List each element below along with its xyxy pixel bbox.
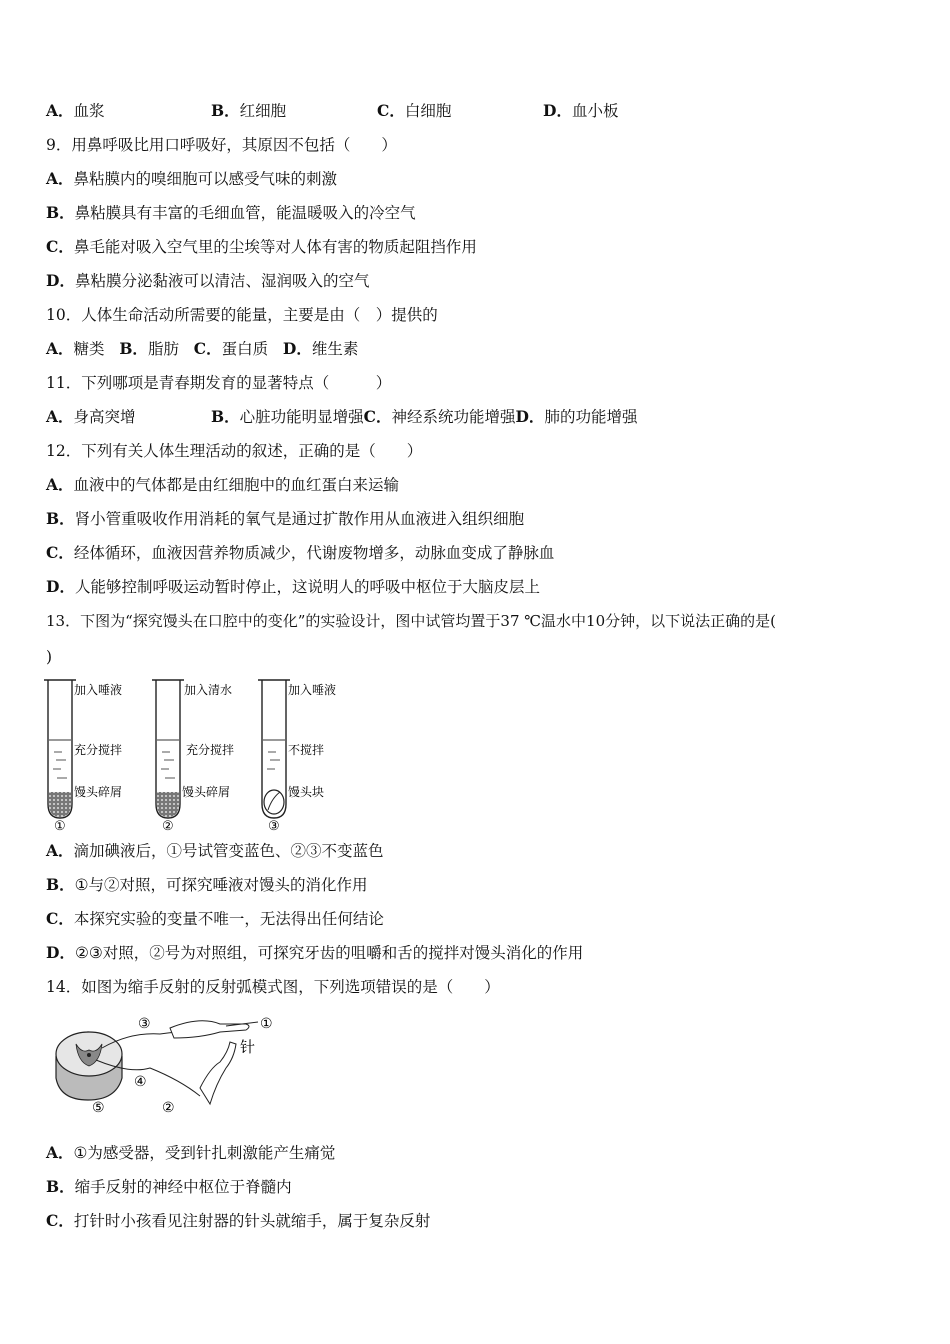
option-key: A． <box>46 101 74 120</box>
option-key: D． <box>46 271 75 290</box>
label-4: ④ <box>134 1074 147 1090</box>
q12-option-d <box>46 576 540 598</box>
label-2: ② <box>162 1100 175 1116</box>
q13-option-c <box>46 908 384 930</box>
option-key: C． <box>193 339 222 358</box>
option-text: 红细胞 <box>239 102 287 120</box>
q8-option-c <box>377 100 451 122</box>
tube1-number: ① <box>54 819 66 832</box>
tube2-bottom-label: 馒头碎屑 <box>182 785 231 799</box>
option-text: 血浆 <box>73 102 105 120</box>
option-key: C． <box>46 237 74 256</box>
option-text: 缩手反射的神经中枢位于脊髓内 <box>74 1178 292 1196</box>
option-key: D． <box>515 407 545 426</box>
q10-stem: 10．人体生命活动所需要的能量，主要是由（ ）提供的 <box>46 306 438 324</box>
option-key: D． <box>46 577 75 596</box>
q8-option-d <box>543 100 618 122</box>
option-text: 心脏功能明显增强 <box>239 408 364 426</box>
test-tube-3 <box>258 680 290 818</box>
q12-stem: 12．下列有关人体生理活动的叙述，正确的是（ ） <box>46 442 423 460</box>
option-text: ②③对照，②号为对照组，可探究牙齿的咀嚼和舌的搅拌对馒头消化的作用 <box>74 944 584 962</box>
option-text: 鼻毛能对吸入空气里的尘埃等对人体有害的物质起阻挡作用 <box>73 238 477 256</box>
tube3-number: ③ <box>268 819 280 832</box>
q12-option-c <box>46 542 554 564</box>
q14-option-a <box>46 1142 335 1164</box>
option-key: A． <box>46 841 74 860</box>
needle-label: 针 <box>240 1038 256 1056</box>
option-key: A． <box>46 1143 74 1162</box>
q10-options <box>46 338 358 360</box>
tube3-top-label: 加入唾液 <box>288 683 337 697</box>
option-text: 本探究实验的变量不唯一，无法得出任何结论 <box>73 910 384 928</box>
option-text: 血小板 <box>571 102 619 120</box>
q13-option-d <box>46 942 583 964</box>
option-text: 打针时小孩看见注射器的针头就缩手，属于复杂反射 <box>73 1212 431 1230</box>
tube1-mid-label: 充分搅拌 <box>74 743 123 757</box>
q12-option-a <box>46 474 399 496</box>
option-text: 神经系统功能增强 <box>391 408 516 426</box>
option-key: B． <box>46 1177 75 1196</box>
q14-stem: 14．如图为缩手反射的反射弧模式图，下列选项错误的是（ ） <box>46 978 500 996</box>
option-text: 蛋白质 <box>221 340 269 358</box>
q11-option-bcd <box>211 406 637 428</box>
option-key: A． <box>46 169 74 188</box>
test-tube-2 <box>152 680 184 818</box>
label-3: ③ <box>138 1016 151 1032</box>
q12-option-b <box>46 508 524 530</box>
label-1: ① <box>260 1016 273 1032</box>
q9-stem: 9．用鼻呼吸比用口呼吸好，其原因不包括（ ） <box>46 136 397 154</box>
q9-option-d <box>46 270 369 292</box>
q13-stem-end: ) <box>46 648 53 666</box>
option-text: 脂肪 <box>147 340 179 358</box>
reflex-arc-figure <box>50 1008 290 1120</box>
tube2-mid-label: 充分搅拌 <box>186 743 235 757</box>
option-key: C． <box>377 101 405 120</box>
option-key: C． <box>46 909 74 928</box>
q8-option-b <box>211 100 286 122</box>
test-tube-1 <box>44 680 76 818</box>
option-key: B． <box>211 407 240 426</box>
label-5: ⑤ <box>92 1100 105 1116</box>
q14-option-b <box>46 1176 292 1198</box>
option-text: 白细胞 <box>404 102 452 120</box>
q13-stem: 13．下图为“探究馒头在口腔中的变化”的实验设计，图中试管均置于37 ℃温水中10分钟，以下说法正确的是( <box>46 612 777 630</box>
option-text: 人能够控制呼吸运动暂时停止，这说明人的呼吸中枢位于大脑皮层上 <box>74 578 540 596</box>
option-key: B． <box>211 101 240 120</box>
option-text: 滴加碘液后，①号试管变蓝色、②③不变蓝色 <box>73 842 384 860</box>
q14-option-c <box>46 1210 430 1232</box>
option-key: A． <box>46 407 74 426</box>
option-key: D． <box>282 339 312 358</box>
q9-option-c <box>46 236 477 258</box>
option-key: B． <box>46 509 75 528</box>
option-text: 维生素 <box>311 340 359 358</box>
q9-option-a <box>46 168 337 190</box>
option-key: D． <box>46 943 75 962</box>
q13-option-b <box>46 874 368 896</box>
option-text: 鼻粘膜具有丰富的毛细血管，能温暖吸入的冷空气 <box>74 204 416 222</box>
option-key: B． <box>46 875 75 894</box>
q11-stem: 11．下列哪项是青春期发育的显著特点（ ） <box>46 374 392 392</box>
q8-option-a <box>46 100 105 122</box>
option-text: 肺的功能增强 <box>544 408 638 426</box>
option-key: B． <box>46 203 75 222</box>
option-key: D． <box>543 101 572 120</box>
tube2-number: ② <box>162 819 174 832</box>
option-key: C． <box>46 1211 74 1230</box>
option-key: C． <box>46 543 74 562</box>
option-text: ①与②对照，可探究唾液对馒头的消化作用 <box>74 876 368 894</box>
option-key: B． <box>119 339 148 358</box>
q9-option-b <box>46 202 416 224</box>
option-text: 血液中的气体都是由红细胞中的血红蛋白来运输 <box>73 476 400 494</box>
tube3-bottom-label: 馒头块 <box>288 785 325 799</box>
test-tube-figure <box>40 674 360 832</box>
q13-option-a <box>46 840 384 862</box>
option-text: 身高突增 <box>73 408 136 426</box>
option-text: 经体循环，血液因营养物质减少，代谢废物增多，动脉血变成了静脉血 <box>73 544 555 562</box>
tube2-top-label: 加入清水 <box>184 683 233 697</box>
option-text: 肾小管重吸收作用消耗的氧气是通过扩散作用从血液进入组织细胞 <box>74 510 525 528</box>
option-key: C． <box>363 407 392 426</box>
option-text: ①为感受器，受到针扎刺激能产生痛觉 <box>73 1144 336 1162</box>
option-key: A． <box>46 339 74 358</box>
tube3-mid-label: 不搅拌 <box>288 743 325 757</box>
option-text: 鼻粘膜内的嗅细胞可以感受气味的刺激 <box>73 170 338 188</box>
tube1-top-label: 加入唾液 <box>74 683 123 697</box>
option-key: A． <box>46 475 74 494</box>
option-text: 糖类 <box>73 340 105 358</box>
tube1-bottom-label: 馒头碎屑 <box>74 785 123 799</box>
q11-option-a <box>46 406 136 428</box>
option-text: 鼻粘膜分泌黏液可以清洁、湿润吸入的空气 <box>74 272 370 290</box>
